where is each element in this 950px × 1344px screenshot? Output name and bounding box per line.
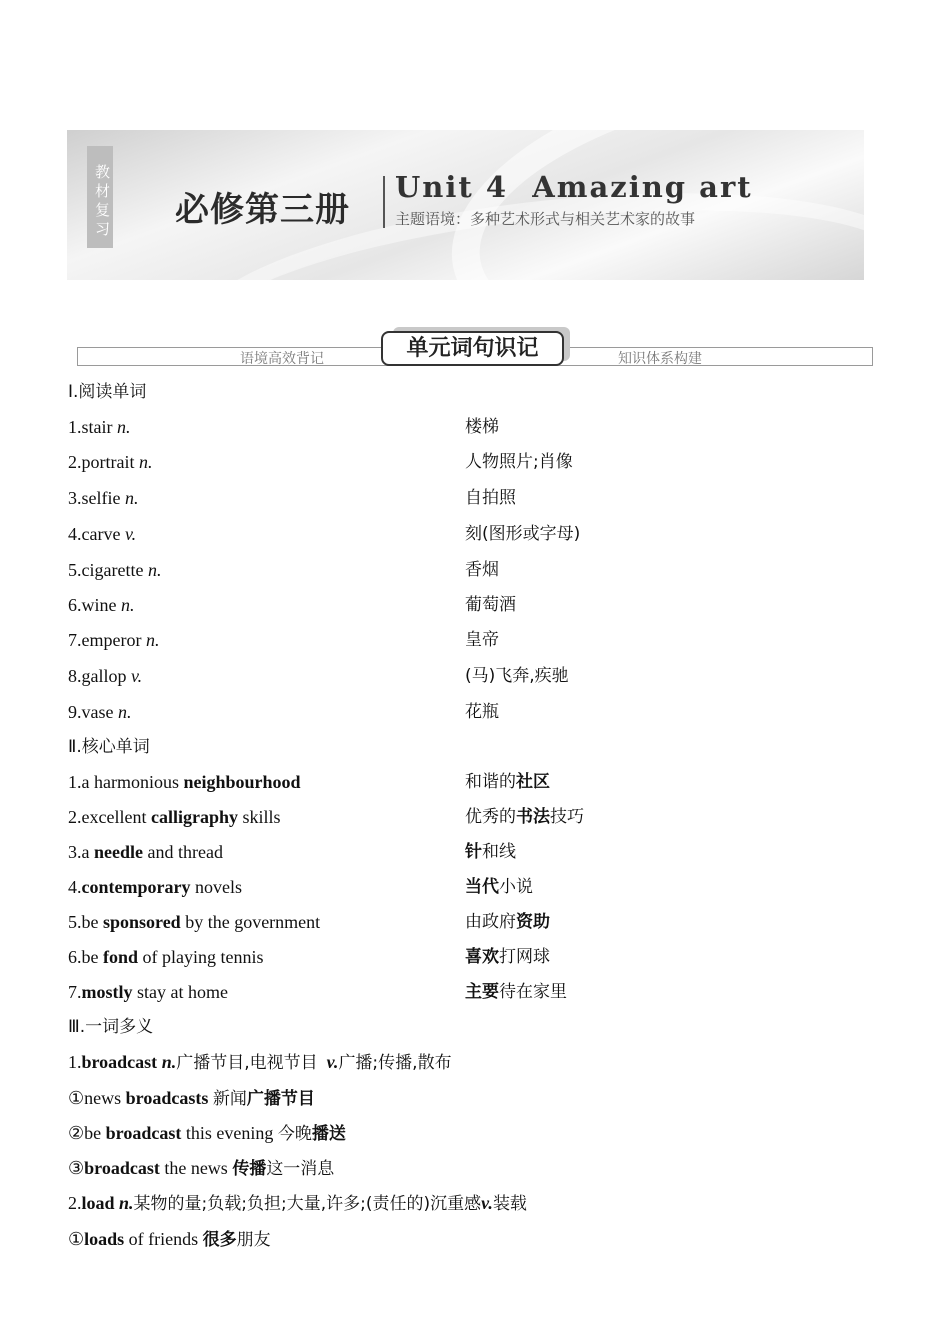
polysemy-entry: 2.load n.某物的量;负载;负担;大量,许多;(责任的)沉重感v.装载 — [68, 1193, 527, 1214]
polysemy-example: ①news broadcasts 新闻广播节目 — [68, 1088, 315, 1109]
reading-item: 5.cigarette n. — [68, 560, 162, 580]
section-left-label: 语境高效背记 — [240, 351, 324, 367]
book-title: 必修第三册 — [175, 190, 350, 230]
core-item: 5.be sponsored by the government — [68, 912, 321, 932]
reading-meaning: 花瓶 — [465, 702, 499, 722]
reading-meaning: 人物照片;肖像 — [465, 452, 573, 472]
reading-meaning: (马)飞奔,疾驰 — [465, 666, 569, 686]
polysemy-heading: Ⅲ.一词多义 — [68, 1017, 154, 1037]
section-title: 单元词句识记 — [381, 331, 564, 366]
core-meaning: 主要待在家里 — [465, 982, 567, 1002]
core-item: 7.mostly stay at home — [68, 982, 228, 1002]
polysemy-entry: 1.broadcast n.广播节目,电视节目 v.广播;传播,散布 — [68, 1052, 452, 1073]
core-meaning: 针和线 — [465, 842, 516, 862]
reading-meaning: 楼梯 — [465, 417, 499, 437]
core-item: 1.a harmonious neighbourhood — [68, 772, 301, 792]
reading-item: 1.stair n. — [68, 417, 131, 437]
polysemy-example: ①loads of friends 很多朋友 — [68, 1229, 271, 1250]
core-heading: Ⅱ.核心单词 — [68, 737, 150, 757]
reading-item: 3.selfie n. — [68, 488, 139, 508]
unit-title: Unit 4 Amazing art — [395, 170, 753, 204]
reading-item: 9.vase n. — [68, 702, 132, 722]
core-item: 4.contemporary novels — [68, 877, 242, 897]
core-item: 6.be fond of playing tennis — [68, 947, 264, 967]
polysemy-example: ③broadcast the news 传播这一消息 — [68, 1158, 335, 1179]
reading-item: 2.portrait n. — [68, 452, 153, 472]
core-meaning: 由政府资助 — [465, 912, 550, 932]
reading-heading: Ⅰ.阅读单词 — [68, 382, 147, 402]
core-item: 2.excellent calligraphy skills — [68, 807, 281, 827]
reading-item: 4.carve v. — [68, 524, 137, 544]
reading-meaning: 皇帝 — [465, 630, 499, 650]
polysemy-example: ②be broadcast this evening 今晚播送 — [68, 1123, 346, 1144]
unit-banner — [67, 130, 864, 280]
reading-meaning: 自拍照 — [465, 488, 516, 508]
section-right-label: 知识体系构建 — [618, 351, 702, 367]
core-meaning: 当代小说 — [465, 877, 533, 897]
core-meaning: 优秀的书法技巧 — [465, 807, 584, 827]
side-tag: 教材复习 — [87, 146, 113, 248]
reading-meaning: 葡萄酒 — [465, 595, 516, 615]
reading-meaning: 刻(图形或字母) — [465, 524, 581, 544]
reading-item: 6.wine n. — [68, 595, 135, 615]
title-divider — [383, 176, 385, 228]
reading-item: 8.gallop v. — [68, 666, 143, 686]
reading-item: 7.emperor n. — [68, 630, 160, 650]
core-item: 3.a needle and thread — [68, 842, 223, 862]
theme-subtitle: 主题语境：多种艺术形式与相关艺术家的故事 — [395, 210, 696, 228]
core-meaning: 喜欢打网球 — [465, 947, 550, 967]
core-meaning: 和谐的社区 — [465, 772, 550, 792]
reading-meaning: 香烟 — [465, 560, 499, 580]
